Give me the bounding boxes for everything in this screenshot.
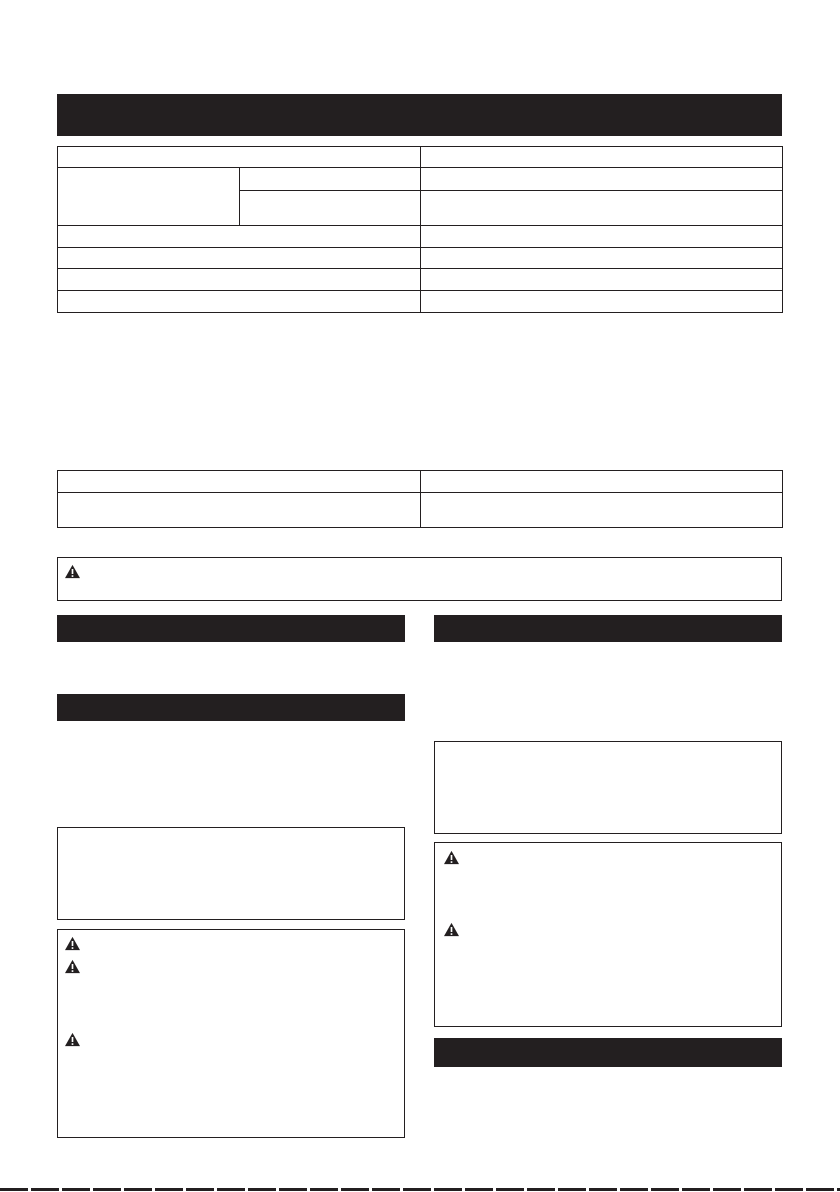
section-header-bar-left-1 bbox=[57, 615, 405, 642]
table-row bbox=[58, 226, 783, 248]
section-header-bar-right-2 bbox=[434, 1038, 782, 1067]
section-header-bar-top bbox=[57, 94, 782, 136]
warning-triangle-icon bbox=[64, 936, 81, 951]
table-cell bbox=[421, 147, 783, 168]
table-cell bbox=[58, 168, 240, 226]
warning-triangle-icon bbox=[64, 1032, 81, 1047]
page-bottom-edge bbox=[0, 1188, 840, 1191]
table-row bbox=[58, 168, 783, 191]
table-cell bbox=[421, 493, 783, 528]
table-cell bbox=[58, 226, 421, 248]
section-header-bar-left-2 bbox=[57, 694, 405, 721]
table-row bbox=[58, 269, 783, 291]
section-header-bar-right-1 bbox=[434, 615, 782, 642]
warning-triangle-icon bbox=[64, 959, 81, 974]
table-cell bbox=[421, 471, 783, 493]
table-cell bbox=[421, 168, 783, 191]
table-cell bbox=[240, 191, 421, 226]
table-cell bbox=[240, 168, 421, 191]
table-cell bbox=[58, 291, 421, 313]
warning-triangle-icon bbox=[64, 564, 81, 579]
specifications-table bbox=[57, 146, 783, 313]
table-cell bbox=[58, 471, 421, 493]
warning-triangle-icon bbox=[443, 922, 460, 937]
table-row bbox=[58, 291, 783, 313]
warning-box-right bbox=[434, 842, 782, 1027]
table-cell bbox=[421, 191, 783, 226]
note-box-left bbox=[57, 827, 405, 920]
table-cell bbox=[58, 493, 421, 528]
warning-box-left bbox=[57, 929, 405, 1138]
table-row bbox=[58, 147, 783, 168]
table-row bbox=[58, 471, 783, 493]
table-row bbox=[58, 493, 783, 528]
table-cell bbox=[421, 248, 783, 269]
table-cell bbox=[58, 269, 421, 291]
warning-triangle-icon bbox=[443, 850, 460, 865]
table-cell bbox=[58, 147, 421, 168]
note-box-right bbox=[434, 741, 782, 834]
table-cell bbox=[58, 248, 421, 269]
secondary-table bbox=[57, 470, 783, 528]
warning-box-full-width bbox=[57, 557, 782, 601]
table-cell bbox=[421, 226, 783, 248]
table-cell bbox=[421, 269, 783, 291]
table-cell bbox=[421, 291, 783, 313]
table-row bbox=[58, 248, 783, 269]
